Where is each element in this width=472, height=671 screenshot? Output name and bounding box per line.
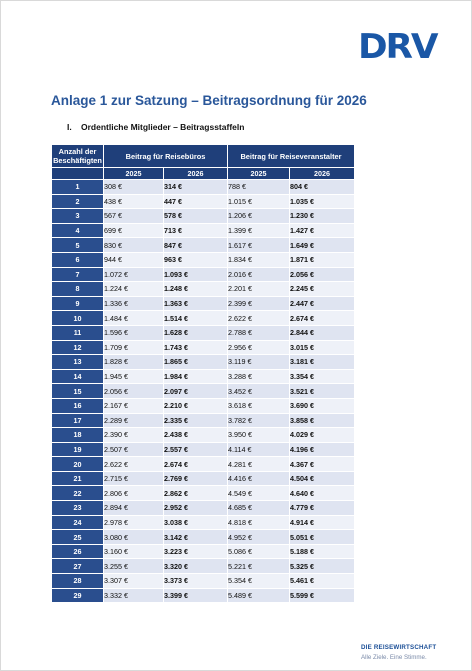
document-title: Anlage 1 zur Satzung – Beitragsordnung für 2026: [51, 93, 367, 108]
employee-count-cell: 16: [52, 398, 104, 413]
table-row: [52, 544, 355, 559]
employee-count-cell: 26: [52, 544, 104, 559]
employee-count-cell: 6: [52, 252, 104, 267]
table-row: [52, 209, 355, 224]
table-row: [52, 559, 355, 574]
table-row: [52, 574, 355, 589]
fee-cell: 3.142 €: [164, 530, 228, 545]
table-row: [52, 267, 355, 282]
fee-cell: 2.210 €: [164, 398, 228, 413]
fee-cell: 1.828 €: [104, 355, 164, 370]
fee-cell: 1.224 €: [104, 282, 164, 297]
header-year: 2026: [164, 168, 228, 180]
table-row: [52, 252, 355, 267]
fee-cell: 4.416 €: [228, 471, 290, 486]
fee-cell: 699 €: [104, 223, 164, 238]
fee-cell: 2.978 €: [104, 515, 164, 530]
fee-cell: 3.320 €: [164, 559, 228, 574]
fee-cell: 1.945 €: [104, 369, 164, 384]
fee-cell: 944 €: [104, 252, 164, 267]
table-row: [52, 223, 355, 238]
fee-cell: 1.596 €: [104, 325, 164, 340]
employee-count-cell: 5: [52, 238, 104, 253]
fee-cell: 2.507 €: [104, 442, 164, 457]
section-heading: [67, 122, 244, 132]
table-row: [52, 486, 355, 501]
table-row: [52, 194, 355, 209]
fee-cell: 2.894 €: [104, 501, 164, 516]
fee-cell: 2.167 €: [104, 398, 164, 413]
fee-cell: 5.188 €: [290, 544, 355, 559]
fee-cell: 2.674 €: [290, 311, 355, 326]
fee-cell: 3.354 €: [290, 369, 355, 384]
fee-cell: 1.427 €: [290, 223, 355, 238]
footer-brand: DIE REISEWIRTSCHAFT: [361, 644, 437, 651]
table-row: [52, 311, 355, 326]
fee-table: [51, 144, 355, 603]
fee-cell: 713 €: [164, 223, 228, 238]
section-number: I.: [67, 122, 72, 132]
fee-cell: 1.628 €: [164, 325, 228, 340]
fee-cell: 1.617 €: [228, 238, 290, 253]
fee-cell: 1.336 €: [104, 296, 164, 311]
fee-cell: 3.373 €: [164, 574, 228, 589]
fee-cell: 4.640 €: [290, 486, 355, 501]
employee-count-cell: 15: [52, 384, 104, 399]
table-row: [52, 515, 355, 530]
fee-cell: 2.674 €: [164, 457, 228, 472]
footer-slogan: Alle Ziele. Eine Stimme.: [361, 654, 427, 661]
fee-cell: 3.950 €: [228, 428, 290, 443]
fee-cell: 5.489 €: [228, 588, 290, 603]
fee-cell: 3.452 €: [228, 384, 290, 399]
employee-count-cell: 17: [52, 413, 104, 428]
fee-cell: 963 €: [164, 252, 228, 267]
fee-cell: 4.196 €: [290, 442, 355, 457]
fee-cell: 2.245 €: [290, 282, 355, 297]
table-row: [52, 428, 355, 443]
fee-cell: 2.056 €: [104, 384, 164, 399]
table-row: [52, 501, 355, 516]
fee-cell: 4.281 €: [228, 457, 290, 472]
fee-cell: 308 €: [104, 180, 164, 195]
fee-cell: 2.289 €: [104, 413, 164, 428]
fee-cell: 4.114 €: [228, 442, 290, 457]
fee-cell: 4.818 €: [228, 515, 290, 530]
employee-count-cell: 25: [52, 530, 104, 545]
fee-cell: 4.952 €: [228, 530, 290, 545]
employee-count-cell: 8: [52, 282, 104, 297]
drv-logo: DRV: [358, 27, 437, 67]
fee-cell: 438 €: [104, 194, 164, 209]
employee-count-cell: 24: [52, 515, 104, 530]
fee-cell: 3.015 €: [290, 340, 355, 355]
fee-cell: 5.461 €: [290, 574, 355, 589]
employee-count-cell: 14: [52, 369, 104, 384]
fee-cell: 2.335 €: [164, 413, 228, 428]
fee-cell: 2.956 €: [228, 340, 290, 355]
fee-cell: 1.206 €: [228, 209, 290, 224]
fee-cell: 3.288 €: [228, 369, 290, 384]
employee-count-cell: 9: [52, 296, 104, 311]
fee-cell: 5.221 €: [228, 559, 290, 574]
fee-cell: 2.788 €: [228, 325, 290, 340]
fee-cell: 4.549 €: [228, 486, 290, 501]
fee-cell: 1.015 €: [228, 194, 290, 209]
employee-count-cell: 11: [52, 325, 104, 340]
employee-count-cell: 10: [52, 311, 104, 326]
fee-cell: 4.779 €: [290, 501, 355, 516]
fee-cell: 3.119 €: [228, 355, 290, 370]
fee-cell: 1.248 €: [164, 282, 228, 297]
table-row: [52, 325, 355, 340]
employee-count-cell: 12: [52, 340, 104, 355]
fee-cell: 5.354 €: [228, 574, 290, 589]
table-row: [52, 296, 355, 311]
fee-cell: 847 €: [164, 238, 228, 253]
table-row: [52, 369, 355, 384]
fee-cell: 3.618 €: [228, 398, 290, 413]
fee-cell: 3.399 €: [164, 588, 228, 603]
header-travel-agencies: Beitrag für Reisebüros: [104, 145, 228, 168]
employee-count-cell: 29: [52, 588, 104, 603]
employee-count-cell: 7: [52, 267, 104, 282]
fee-cell: 1.399 €: [228, 223, 290, 238]
fee-cell: 2.844 €: [290, 325, 355, 340]
fee-cell: 3.858 €: [290, 413, 355, 428]
fee-cell: 2.769 €: [164, 471, 228, 486]
fee-cell: 447 €: [164, 194, 228, 209]
table-row: [52, 530, 355, 545]
fee-cell: 2.622 €: [104, 457, 164, 472]
fee-cell: 804 €: [290, 180, 355, 195]
fee-cell: 4.914 €: [290, 515, 355, 530]
table-row: [52, 238, 355, 253]
fee-cell: 1.072 €: [104, 267, 164, 282]
fee-cell: 1.363 €: [164, 296, 228, 311]
fee-cell: 4.029 €: [290, 428, 355, 443]
fee-cell: 1.649 €: [290, 238, 355, 253]
fee-cell: 2.862 €: [164, 486, 228, 501]
fee-cell: 1.871 €: [290, 252, 355, 267]
header-tour-operators: Beitrag für Reiseveranstalter: [228, 145, 355, 168]
fee-cell: 1.093 €: [164, 267, 228, 282]
table-row: [52, 413, 355, 428]
employee-count-cell: 27: [52, 559, 104, 574]
fee-cell: 3.307 €: [104, 574, 164, 589]
fee-table-body: [52, 180, 355, 603]
employee-count-cell: 23: [52, 501, 104, 516]
fee-cell: 2.447 €: [290, 296, 355, 311]
table-row: [52, 384, 355, 399]
fee-cell: 567 €: [104, 209, 164, 224]
fee-cell: 2.557 €: [164, 442, 228, 457]
table-row: [52, 398, 355, 413]
employee-count-cell: 2: [52, 194, 104, 209]
fee-cell: 3.038 €: [164, 515, 228, 530]
fee-cell: 314 €: [164, 180, 228, 195]
header-year: 2025: [228, 168, 290, 180]
fee-cell: 2.201 €: [228, 282, 290, 297]
fee-cell: 4.685 €: [228, 501, 290, 516]
fee-cell: 5.325 €: [290, 559, 355, 574]
employee-count-cell: 19: [52, 442, 104, 457]
header-year: 2025: [104, 168, 164, 180]
table-row: [52, 180, 355, 195]
fee-cell: 5.051 €: [290, 530, 355, 545]
fee-cell: 2.806 €: [104, 486, 164, 501]
table-row: [52, 340, 355, 355]
fee-cell: 1.484 €: [104, 311, 164, 326]
fee-cell: 2.056 €: [290, 267, 355, 282]
employee-count-cell: 22: [52, 486, 104, 501]
section-text: Ordentliche Mitglieder – Beitragsstaffeln: [81, 122, 245, 132]
table-row: [52, 457, 355, 472]
table-row: [52, 471, 355, 486]
fee-cell: 3.521 €: [290, 384, 355, 399]
header-employees: Anzahl der Beschäftigten: [52, 145, 104, 168]
fee-cell: 3.160 €: [104, 544, 164, 559]
fee-cell: 3.782 €: [228, 413, 290, 428]
fee-cell: 2.390 €: [104, 428, 164, 443]
fee-cell: 3.690 €: [290, 398, 355, 413]
fee-cell: 2.097 €: [164, 384, 228, 399]
employee-count-cell: 21: [52, 471, 104, 486]
fee-cell: 5.086 €: [228, 544, 290, 559]
fee-cell: 830 €: [104, 238, 164, 253]
fee-cell: 4.504 €: [290, 471, 355, 486]
fee-cell: 3.223 €: [164, 544, 228, 559]
fee-cell: 1.743 €: [164, 340, 228, 355]
fee-cell: 2.016 €: [228, 267, 290, 282]
fee-cell: 1.514 €: [164, 311, 228, 326]
fee-cell: 1.230 €: [290, 209, 355, 224]
employee-count-cell: 4: [52, 223, 104, 238]
fee-cell: 3.080 €: [104, 530, 164, 545]
table-row: [52, 282, 355, 297]
header-year: 2026: [290, 168, 355, 180]
table-row: [52, 355, 355, 370]
fee-cell: 3.255 €: [104, 559, 164, 574]
fee-cell: 3.332 €: [104, 588, 164, 603]
fee-cell: 2.438 €: [164, 428, 228, 443]
employee-count-cell: 20: [52, 457, 104, 472]
fee-cell: 1.984 €: [164, 369, 228, 384]
fee-cell: 1.865 €: [164, 355, 228, 370]
fee-cell: 1.834 €: [228, 252, 290, 267]
fee-cell: 5.599 €: [290, 588, 355, 603]
fee-cell: 1.035 €: [290, 194, 355, 209]
fee-cell: 4.367 €: [290, 457, 355, 472]
fee-cell: 2.715 €: [104, 471, 164, 486]
fee-cell: 1.709 €: [104, 340, 164, 355]
employee-count-cell: 3: [52, 209, 104, 224]
employee-count-cell: 18: [52, 428, 104, 443]
fee-cell: 3.181 €: [290, 355, 355, 370]
employee-count-cell: 28: [52, 574, 104, 589]
table-row: [52, 588, 355, 603]
fee-cell: 2.399 €: [228, 296, 290, 311]
fee-cell: 788 €: [228, 180, 290, 195]
employee-count-cell: 13: [52, 355, 104, 370]
employee-count-cell: 1: [52, 180, 104, 195]
table-row: [52, 442, 355, 457]
fee-cell: 578 €: [164, 209, 228, 224]
fee-cell: 2.952 €: [164, 501, 228, 516]
fee-cell: 2.622 €: [228, 311, 290, 326]
header-blank: [52, 168, 104, 180]
